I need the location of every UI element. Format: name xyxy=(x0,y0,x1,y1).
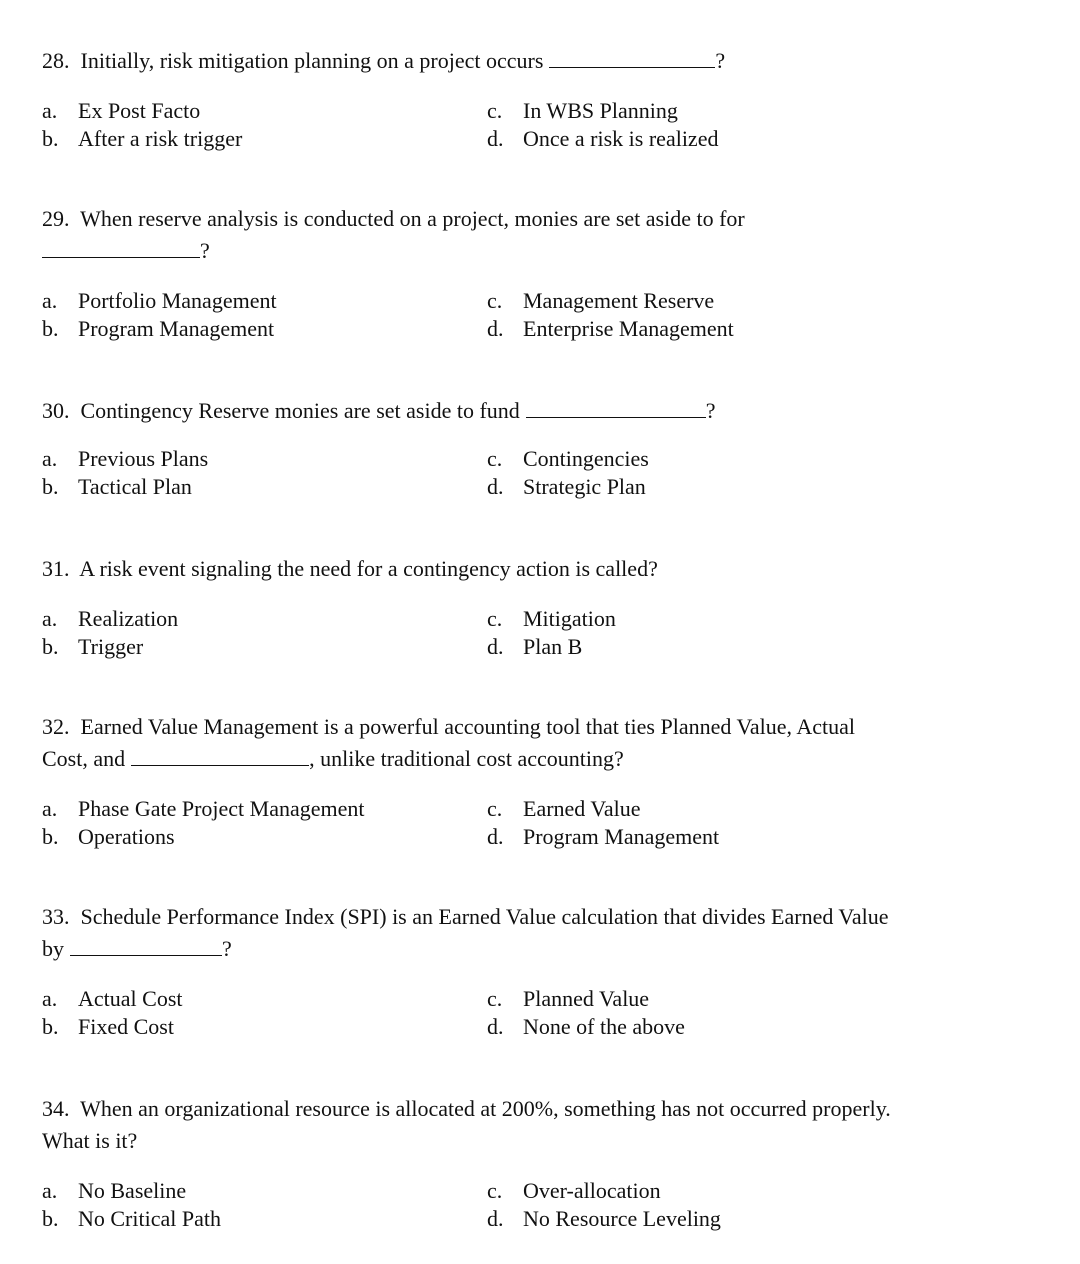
option-text: Mitigation xyxy=(523,606,616,631)
option-c xyxy=(487,445,649,473)
option-text: Enterprise Management xyxy=(523,316,734,341)
option-c xyxy=(487,287,714,315)
question-text: When an organizational resource is allocated at 200%, something has not occurred properly. xyxy=(80,1096,891,1121)
option-letter: d. xyxy=(487,824,504,849)
question-text: Initially, risk mitigation planning on a project occurs xyxy=(80,48,544,73)
option-c xyxy=(487,605,616,633)
question-stem-line-2 xyxy=(42,235,1042,267)
question-text-continued: by xyxy=(42,936,64,961)
question-stem xyxy=(42,395,1042,427)
option-text: No Critical Path xyxy=(78,1206,221,1231)
option-a xyxy=(42,445,208,473)
question-text: Schedule Performance Index (SPI) is an Earned Value calculation that divides Earned Value xyxy=(80,904,889,929)
option-text: No Resource Leveling xyxy=(523,1206,721,1231)
option-text: Management Reserve xyxy=(523,288,715,313)
answer-blank xyxy=(526,395,706,418)
option-letter: c. xyxy=(487,98,503,123)
option-text: Phase Gate Project Management xyxy=(78,796,365,821)
option-b xyxy=(42,473,192,501)
option-letter: c. xyxy=(487,446,503,471)
question-31 xyxy=(42,553,1042,661)
option-letter: a. xyxy=(42,1178,58,1203)
option-text: No Baseline xyxy=(78,1178,187,1203)
option-a xyxy=(42,795,365,823)
option-letter: d. xyxy=(487,1014,504,1039)
option-text: Program Management xyxy=(523,824,720,849)
option-text: Once a risk is realized xyxy=(523,126,719,151)
question-number: 34. xyxy=(42,1096,70,1121)
option-letter: d. xyxy=(487,474,504,499)
option-letter: b. xyxy=(42,1206,59,1231)
option-a xyxy=(42,1177,186,1205)
option-c xyxy=(487,795,641,823)
answer-options xyxy=(42,985,1042,1041)
option-letter: b. xyxy=(42,1014,59,1039)
option-b xyxy=(42,823,175,851)
question-stem-line-2 xyxy=(42,1125,1042,1157)
question-end: ? xyxy=(200,238,210,263)
question-33 xyxy=(42,901,1042,1041)
option-text: Actual Cost xyxy=(78,986,183,1011)
option-text: Operations xyxy=(78,824,175,849)
option-letter: b. xyxy=(42,634,59,659)
question-number: 33. xyxy=(42,904,70,929)
question-end: ? xyxy=(715,48,726,73)
option-letter: a. xyxy=(42,606,58,631)
option-a xyxy=(42,605,178,633)
option-text: Over-allocation xyxy=(523,1178,661,1203)
question-end: , unlike traditional cost accounting? xyxy=(309,746,624,771)
option-letter: d. xyxy=(487,316,504,341)
question-end: ? xyxy=(222,936,232,961)
question-stem xyxy=(42,1093,1042,1125)
answer-options xyxy=(42,287,1042,343)
option-c xyxy=(487,1177,661,1205)
question-text: A risk event signaling the need for a contingency action is called? xyxy=(79,556,658,581)
question-stem xyxy=(42,901,1042,933)
answer-blank xyxy=(70,933,222,956)
answer-options xyxy=(42,1177,1042,1233)
option-text: Fixed Cost xyxy=(78,1014,174,1039)
question-number: 32. xyxy=(42,714,70,739)
question-number: 29. xyxy=(42,206,70,231)
option-text: Contingencies xyxy=(523,446,649,471)
question-30 xyxy=(42,395,1042,501)
question-32 xyxy=(42,711,1042,851)
option-d xyxy=(487,823,719,851)
question-34 xyxy=(42,1093,1042,1233)
option-text: Tactical Plan xyxy=(78,474,192,499)
option-b xyxy=(42,1013,174,1041)
option-b xyxy=(42,633,143,661)
option-text: Realization xyxy=(78,606,179,631)
option-letter: a. xyxy=(42,446,58,471)
question-text: Contingency Reserve monies are set aside to fund xyxy=(80,398,520,423)
answer-options xyxy=(42,795,1042,851)
option-text: Ex Post Facto xyxy=(78,98,201,123)
answer-options xyxy=(42,605,1042,661)
option-a xyxy=(42,287,277,315)
question-29 xyxy=(42,203,1042,343)
option-letter: d. xyxy=(487,1206,504,1231)
question-text-continued: What is it? xyxy=(42,1128,138,1153)
option-d xyxy=(487,1205,721,1233)
option-text: Earned Value xyxy=(523,796,641,821)
option-b xyxy=(42,125,242,153)
option-letter: c. xyxy=(487,796,503,821)
option-letter: a. xyxy=(42,98,58,123)
question-stem-line-2 xyxy=(42,743,1042,775)
option-b xyxy=(42,1205,221,1233)
option-letter: d. xyxy=(487,634,504,659)
option-d xyxy=(487,315,734,343)
option-d xyxy=(487,125,718,153)
option-text: After a risk trigger xyxy=(78,126,243,151)
answer-blank xyxy=(131,743,309,766)
option-letter: b. xyxy=(42,474,59,499)
option-letter: a. xyxy=(42,986,58,1011)
option-letter: a. xyxy=(42,288,58,313)
option-letter: c. xyxy=(487,606,503,631)
answer-blank xyxy=(549,45,715,68)
option-text: None of the above xyxy=(523,1014,685,1039)
option-letter: c. xyxy=(487,1178,503,1203)
option-text: Plan B xyxy=(523,634,583,659)
option-letter: c. xyxy=(487,288,503,313)
question-stem xyxy=(42,711,1042,743)
question-number: 28. xyxy=(42,48,70,73)
question-text-continued: Cost, and xyxy=(42,746,126,771)
option-c xyxy=(487,97,678,125)
option-letter: d. xyxy=(487,126,504,151)
option-text: Portfolio Management xyxy=(78,288,277,313)
question-text: When reserve analysis is conducted on a project, monies are set aside to for xyxy=(80,206,745,231)
question-28 xyxy=(42,45,1042,153)
option-letter: b. xyxy=(42,126,59,151)
question-stem xyxy=(42,553,1042,585)
option-d xyxy=(487,1013,685,1041)
option-letter: a. xyxy=(42,796,58,821)
option-text: In WBS Planning xyxy=(523,98,678,123)
option-letter: b. xyxy=(42,316,59,341)
question-number: 31. xyxy=(42,556,70,581)
answer-blank xyxy=(42,235,200,258)
option-letter: c. xyxy=(487,986,503,1011)
question-stem xyxy=(42,45,1042,77)
question-text: Earned Value Management is a powerful accounting tool that ties Planned Value, Actual xyxy=(80,714,855,739)
answer-options xyxy=(42,445,1042,501)
question-stem-line-2 xyxy=(42,933,1042,965)
option-letter: b. xyxy=(42,824,59,849)
question-end: ? xyxy=(705,398,716,423)
option-a xyxy=(42,97,200,125)
answer-options xyxy=(42,97,1042,153)
option-text: Previous Plans xyxy=(78,446,209,471)
option-c xyxy=(487,985,649,1013)
option-a xyxy=(42,985,183,1013)
option-text: Trigger xyxy=(78,634,144,659)
question-stem xyxy=(42,203,1042,235)
option-d xyxy=(487,473,646,501)
option-text: Planned Value xyxy=(523,986,650,1011)
option-text: Program Management xyxy=(78,316,275,341)
option-d xyxy=(487,633,582,661)
question-number: 30. xyxy=(42,398,70,423)
option-b xyxy=(42,315,274,343)
option-text: Strategic Plan xyxy=(523,474,646,499)
